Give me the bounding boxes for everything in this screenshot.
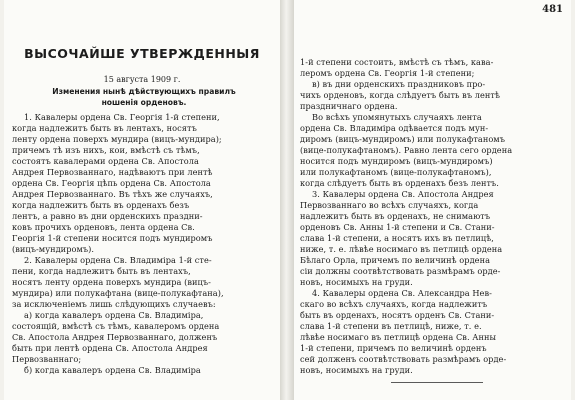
text-line: Георгія 1-й степени носится подъ мундиромъ	[12, 233, 213, 243]
text-line: слава 1-й степени, а носятъ ихъ въ петлицѣ,	[300, 233, 494, 243]
book-gutter	[280, 0, 294, 400]
text-line: ордена Св. Владиміра одѣвается подъ мун-	[300, 123, 489, 133]
text-line: или полукафтаномъ (вице-полукафтаномъ),	[300, 167, 492, 177]
text-line: сіи должны соотвѣтствовать размѣрамъ орде-	[300, 266, 501, 276]
text-line: праздничнаго ордена.	[300, 101, 398, 111]
text-line: Андрея Первозваннаго, надѣваютъ при лентѣ	[12, 167, 213, 177]
text-line: леромъ ордена Св. Георгія 1-й степени;	[300, 68, 475, 78]
text-line: Св. Апостола Андрея Первозваннаго, долженъ	[12, 332, 218, 342]
text-line: Первозваннаго во всѣхъ случаяхъ, когда	[300, 200, 479, 210]
text-line: носятъ ленту ордена поверхъ мундира (вицъ-	[12, 277, 211, 287]
text-line: новъ, носимыхъ на груди.	[300, 365, 413, 375]
text-line: орденовъ Св. Анны 1-й степени и Св. Стани-	[300, 222, 495, 232]
text-line: б) когда кавалеръ ордена Св. Владиміра	[24, 365, 201, 375]
text-line: состоящій, вмѣстѣ съ тѣмъ, кавалеромъ ордена	[12, 321, 220, 331]
text-line: носится подъ мундиромъ (вицъ-мундиромъ)	[300, 156, 493, 166]
text-line: в) въ дни орденскихъ праздниковъ про-	[312, 79, 486, 89]
text-line: новъ, носимыхъ на груди.	[300, 277, 413, 287]
text-line: (вицъ-мундиромъ).	[12, 244, 95, 254]
text-line: Андрея Первозваннаго. Въ тѣхъ же случаяхъ,	[12, 189, 213, 199]
text-line: когда слѣдуетъ быть въ орденахъ безъ лентъ.	[300, 178, 499, 188]
text-line: быть въ орденахъ, носятъ орденъ Св. Стани-	[300, 310, 495, 320]
text-line: 4. Кавалеры ордена Св. Александра Нев-	[312, 288, 492, 298]
text-line: скаго во всѣхъ случаяхъ, когда надлежитъ	[300, 299, 488, 309]
text-line: 1-й степени, причемъ по величинѣ орденъ	[300, 343, 487, 353]
text-line: пени, когда надлежитъ быть въ лентахъ,	[12, 266, 191, 276]
text-line: 1-й степени состоитъ, вмѣстѣ съ тѣмъ, кава-	[300, 57, 494, 67]
text-line: 1. Кавалеры ордена Св. Георгія 1-й степени,	[24, 112, 220, 122]
text-line: когда надлежитъ быть въ орденахъ безъ	[12, 200, 190, 210]
text-line: 3. Кавалеры ордена Св. Апостола Андрея	[312, 189, 494, 199]
text-line: ленту ордена поверхъ мундира (вицъ-мундира);	[12, 134, 222, 144]
left-page	[4, 0, 280, 400]
text-line: когда надлежитъ быть въ лентахъ, носятъ	[12, 123, 197, 133]
text-line: (вице-полукафтаномъ). Равно лента сего ордена	[300, 145, 513, 155]
text-line: Бѣлаго Орла, причемъ по величинѣ ордена	[300, 255, 491, 265]
text-line: состоятъ кавалерами ордена Св. Апостола	[12, 156, 199, 166]
end-rule	[391, 382, 483, 383]
right-page	[294, 0, 571, 400]
text-line: слава 1-й степени въ петлицѣ, ниже, т. е.	[300, 321, 482, 331]
text-line: чихъ орденовъ, когда слѣдуетъ быть въ лентѣ	[300, 90, 500, 100]
text-line: ордена Св. Георгія цѣпь ордена Св. Апостола	[12, 178, 211, 188]
text-line: ниже, т. е. лѣвѣе носимаго въ петлицѣ ордена	[300, 244, 503, 254]
text-line: мундира) или полукафтана (вице-полукафтана),	[12, 288, 224, 298]
text-line: Первозваннаго;	[12, 354, 82, 364]
text-line: диромъ (вицъ-мундиромъ) или полукафтаномъ	[300, 134, 505, 144]
text-line: лѣвѣе носимаго въ петлицѣ ордена Св. Анны	[300, 332, 497, 342]
text-line: надлежитъ быть въ орденахъ, не снимаютъ	[300, 211, 491, 221]
page-number: 481	[542, 4, 563, 15]
text-line: лентъ, а равно въ дни орденскихъ праздни-	[12, 211, 203, 221]
text-line: за исключеніемъ лишь слѣдующихъ случаевъ:	[12, 299, 216, 309]
text-line: ковъ прочихъ орденовъ, лента ордена Св.	[12, 222, 195, 232]
text-line: а) когда кавалеръ ордена Св. Владиміра,	[24, 310, 204, 320]
page-heading: ВЫСОЧАЙШЕ УТВЕРЖДЕННЫЯ	[24, 46, 260, 61]
decree-date: 15 августа 1909 г.	[103, 75, 181, 84]
text-line: сей долженъ соотвѣтствовать размѣрамъ орде-	[300, 354, 507, 364]
text-line: быть при лентѣ ордена Св. Апостола Андрея	[12, 343, 208, 353]
text-line: Во всѣхъ упомянутыхъ случаяхъ лента	[312, 112, 482, 122]
section-subheading: Изменения нынѣ дѣйствующихъ правилъ ношенія орденовъ.	[52, 87, 236, 107]
text-line: 2. Кавалеры ордена Св. Владиміра 1-й сте-	[24, 255, 212, 265]
text-line: причемъ тѣ изъ нихъ, кои, вмѣстѣ съ тѣмъ,	[12, 145, 200, 155]
